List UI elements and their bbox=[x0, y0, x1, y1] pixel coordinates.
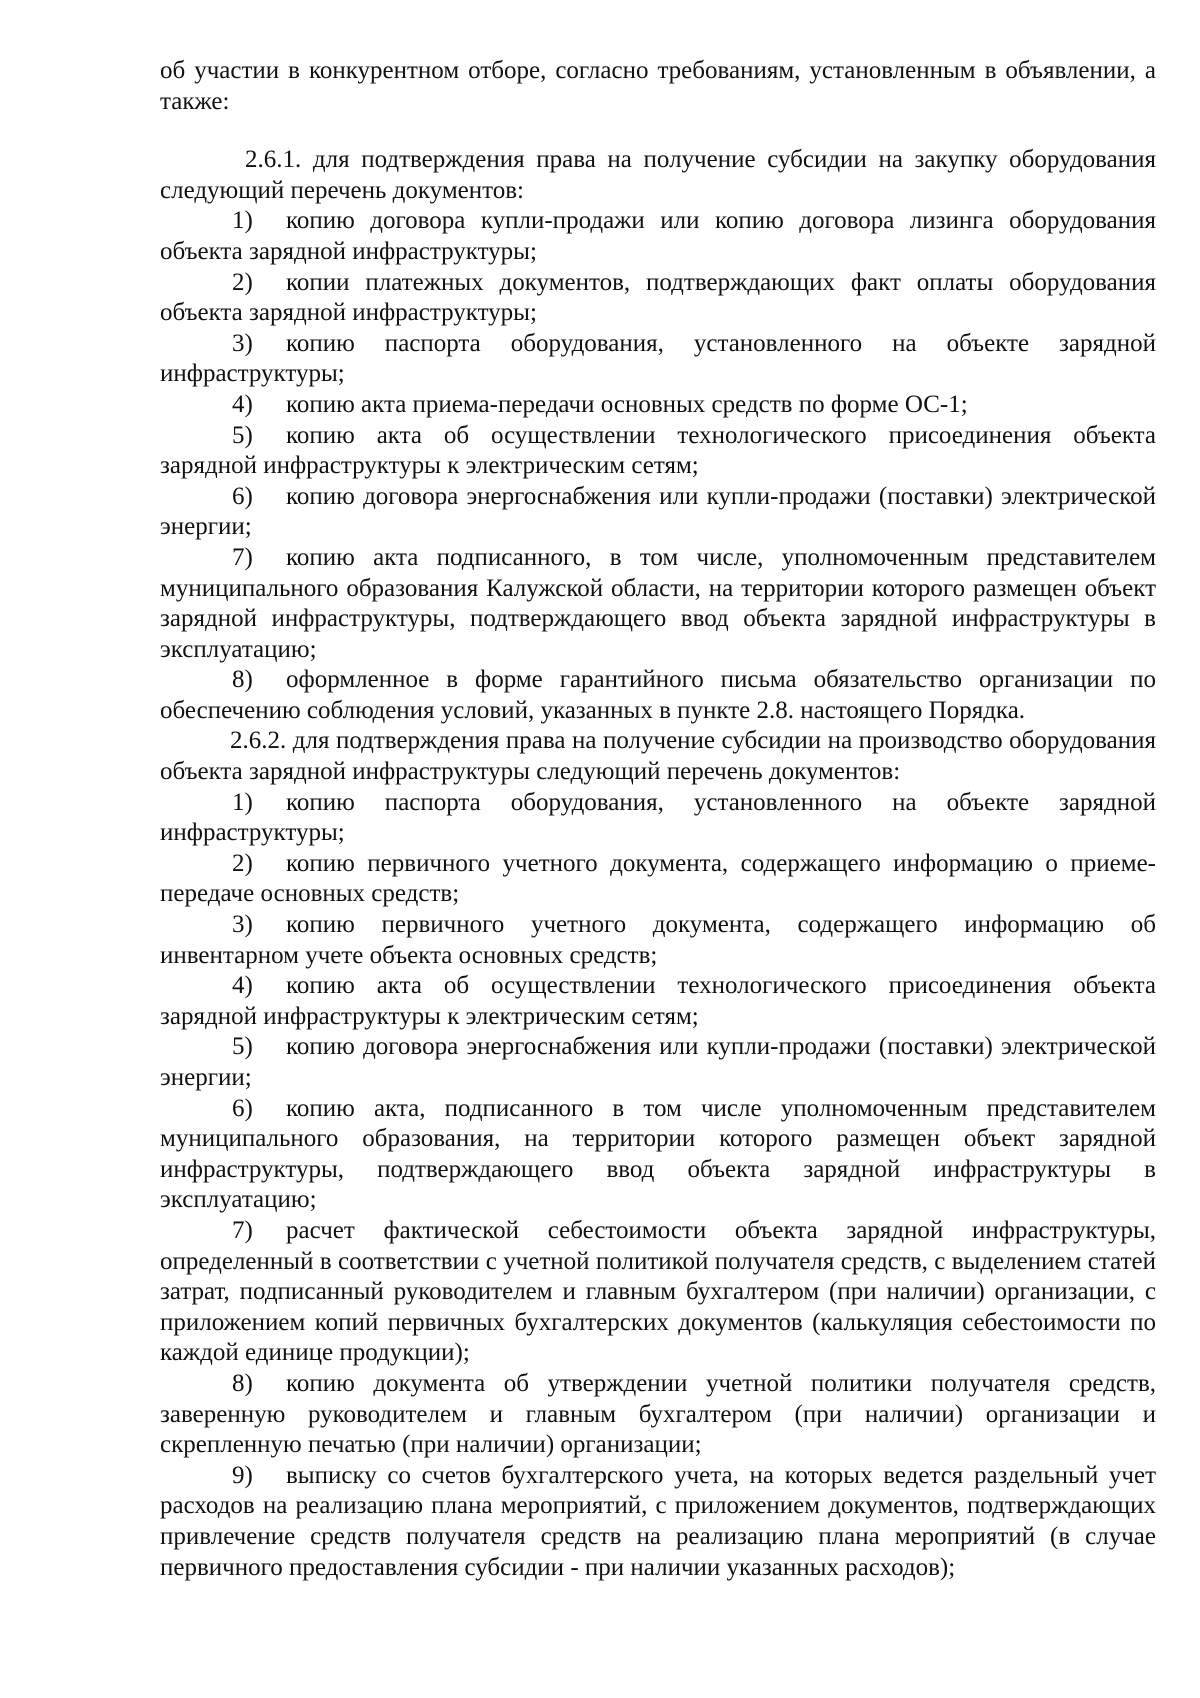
list-item-text: копию паспорта оборудования, установленного на объекте зарядной инфраструктуры; bbox=[160, 788, 1156, 847]
list-item-number: 7) bbox=[232, 543, 253, 571]
document-body bbox=[160, 56, 1156, 1583]
list-item bbox=[160, 971, 1156, 1032]
list-item-text: копию паспорта оборудования, установленного на объекте зарядной инфраструктуры; bbox=[160, 329, 1156, 388]
list-item-number: 3) bbox=[232, 329, 253, 357]
intro-paragraph: об участии в конкурентном отборе, согласно требованиям, установленным в объявлении, а также: bbox=[160, 57, 1156, 115]
list-item-text: копию акта приема-передачи основных средств по форме ОС-1; bbox=[286, 390, 968, 418]
list-item-number: 2) bbox=[232, 268, 253, 296]
list-item-number: 4) bbox=[232, 390, 253, 418]
list-item bbox=[160, 849, 1156, 910]
list-item-number: 2) bbox=[232, 849, 253, 877]
list-item bbox=[160, 206, 1156, 267]
section-2-6-1-heading: 2.6.1. для подтверждения права на получение субсидии на закупку оборудования следующий перечень документов: bbox=[160, 146, 1156, 204]
list-item bbox=[160, 543, 1156, 665]
list-item-text: копию акта об осуществлении технологического присоединения объекта зарядной инфраструктуры к электрическим сетям; bbox=[160, 972, 1156, 1030]
list-item bbox=[160, 329, 1156, 390]
list-item-text: оформленное в форме гарантийного письма обязательство организации по обеспечению соблюдения условий, указанных в пункте 2.8. настоящего Порядка. bbox=[160, 666, 1156, 724]
list-item bbox=[160, 1094, 1156, 1216]
list-item-text: копию договора купли-продажи или копию договора лизинга оборудования объекта зарядной инфраструктуры; bbox=[160, 207, 1156, 265]
list-item bbox=[160, 1369, 1156, 1461]
list-item-text: копию акта об осуществлении технологического присоединения объекта зарядной инфраструктуры к электрическим сетям; bbox=[160, 421, 1156, 480]
list-item-text: копии платежных документов, подтверждающих факт оплаты оборудования объекта зарядной инфраструктуры; bbox=[160, 268, 1156, 327]
list-item-text: расчет фактической себестоимости объекта зарядной инфраструктуры, определенный в соответствии с учетной политикой получателя средств, с выделением статей затрат, подписанный руководителем и главным бухгалтером (при наличии) организации, с приложением копий первичных бухгалтерских документов (калькуляция себестоимости по каждой единице продукции); bbox=[160, 1216, 1156, 1367]
list-item bbox=[160, 665, 1156, 726]
list-item-text: копию документа об утверждении учетной политики получателя средств, заверенную руководителем и главным бухгалтером (при наличии) организации и скрепленную печатью (при наличии) организации; bbox=[160, 1369, 1156, 1459]
list-item bbox=[160, 268, 1156, 329]
list-item bbox=[160, 390, 1156, 421]
list-item bbox=[160, 482, 1156, 543]
list-item-text: копию договора энергоснабжения или купли-продажи (поставки) электрической энергии; bbox=[160, 482, 1156, 541]
list-item-number: 8) bbox=[232, 666, 253, 694]
list-item-number: 6) bbox=[232, 482, 253, 510]
list-item bbox=[160, 1461, 1156, 1583]
list-item bbox=[160, 1216, 1156, 1369]
list-item bbox=[160, 910, 1156, 971]
list-item-number: 4) bbox=[232, 972, 253, 1000]
section-2-6-2-heading: 2.6.2. для подтверждения права на получение субсидии на производство оборудования объекта зарядной инфраструктуры следующий перечень документов: bbox=[160, 727, 1156, 786]
list-item-text: копию акта, подписанного в том числе уполномоченным представителем муниципального образования, на территории которого размещен объект зарядной инфраструктуры, подтверждающего ввод объекта зарядной инфраструктуры в эксплуатацию; bbox=[160, 1094, 1156, 1214]
list-item bbox=[160, 788, 1156, 849]
list-item-number: 6) bbox=[232, 1094, 253, 1122]
list-item-text: копию договора энергоснабжения или купли-продажи (поставки) электрической энергии; bbox=[160, 1033, 1156, 1091]
list-item-number: 3) bbox=[232, 911, 253, 939]
list-item-number: 5) bbox=[232, 421, 253, 449]
list-item-number: 9) bbox=[232, 1461, 253, 1489]
list-item-text: копию первичного учетного документа, содержащего информацию об инвентарном учете объекта основных средств; bbox=[160, 911, 1156, 969]
list-item-number: 1) bbox=[232, 788, 253, 816]
list-item-text: выписку со счетов бухгалтерского учета, на которых ведется раздельный учет расходов на реализацию плана мероприятий, с приложением документов, подтверждающих привлечение средств получателя средств на реализацию плана мероприятий (в случае первичного предоставления субсидии - при наличии указанных расходов); bbox=[160, 1461, 1156, 1581]
list-item-text: копию акта подписанного, в том числе, уполномоченным представителем муниципального образования Калужской области, на территории которого размещен объект зарядной инфраструктуры, подтверждающего ввод объекта зарядной инфраструктуры в эксплуатацию; bbox=[160, 543, 1156, 663]
list-item-number: 5) bbox=[232, 1033, 253, 1061]
list-item bbox=[160, 1032, 1156, 1093]
list-item-number: 7) bbox=[232, 1216, 253, 1244]
list-item-text: копию первичного учетного документа, содержащего информацию о приеме-передаче основных средств; bbox=[160, 849, 1156, 908]
list-item-number: 1) bbox=[232, 207, 253, 235]
list-item-number: 8) bbox=[232, 1369, 253, 1397]
list-item bbox=[160, 421, 1156, 482]
